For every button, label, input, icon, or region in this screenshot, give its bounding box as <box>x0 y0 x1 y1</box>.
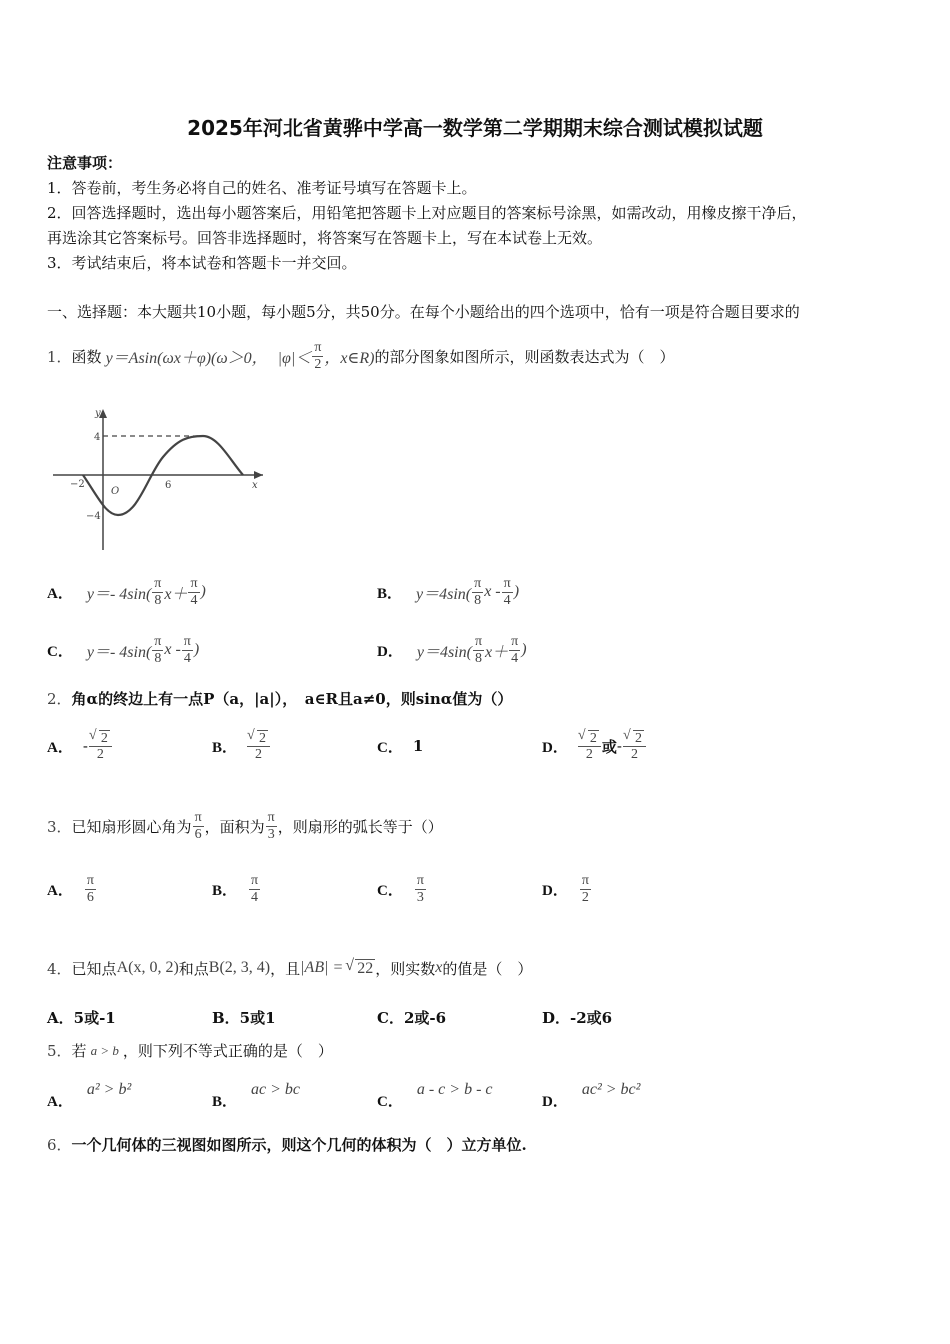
q5-option-b[interactable]: B． ac > bc <box>212 1081 301 1110</box>
q4-option-a[interactable]: A．5或-1 <box>47 1009 116 1027</box>
q2-text: 角α的终边上有一点P（a，|a|）， a∈R且a≠0，则sinα值为（） <box>71 690 513 708</box>
q1-two: 2 <box>314 356 322 372</box>
q2-option-d[interactable]: D． √ $\frac{2}{2}$ 或 - √ $\frac{2}{2}$ <box>542 722 647 770</box>
tick-x-neg2: −2 <box>70 479 85 490</box>
q3-option-d[interactable]: D． $\frac{\pi}{2}$ <box>542 873 589 905</box>
q4-option-b[interactable]: B．5或1 <box>212 1009 276 1027</box>
q1-post: 的部分图象如图所示，则函数表达式为（ ） <box>374 347 675 366</box>
tick-y-neg4: −4 <box>86 511 101 522</box>
question-5: 5． 若 a > b ，则下列不等式正确的是（ ） <box>47 1042 333 1060</box>
question-2 <box>47 688 512 709</box>
question-3: 3． 已知扇形圆心角为 $\frac{\pi}{6}$ ，面积为 $\frac{\pi}{3}$ ，则扇形的弧长等于（） <box>47 810 443 842</box>
question-1 <box>47 336 674 376</box>
page-title: 2025年河北省黄骅中学高一数学第二学期期末综合测试模拟试题 <box>187 116 763 140</box>
question-6: 6．一个几何体的三视图如图所示，则这个几何的体积为（ ）立方单位. <box>47 1136 527 1154</box>
q1-sine-graph <box>48 405 278 555</box>
q2-option-a[interactable]: A． - √ $\frac{2}{2}$ <box>47 722 113 770</box>
q1-option-d[interactable]: D． y＝4sin( $\frac{\pi}{8}$ x＋ $\frac{\pi}{4}$ ) <box>377 634 527 666</box>
q1-cond2: ，x∈R) <box>324 349 375 367</box>
q1-number: 1． <box>47 347 72 366</box>
tick-y-4: 4 <box>94 432 101 443</box>
notice-item-3: 3．考试结束后，将本试卷和答题卡一并交回。 <box>47 254 357 272</box>
q1-option-b[interactable]: B． y＝4sin( $\frac{\pi}{8}$ x - $\frac{\pi}{4}$ ) <box>377 576 520 608</box>
x-axis-label: x <box>252 480 258 491</box>
q1-cond1: |φ|＜ <box>277 349 312 367</box>
section-heading: 一、选择题：本大题共10小题，每小题5分，共50分。在每个小题给出的四个选项中，恰有一项是符合题目要求的 <box>47 303 800 321</box>
q5-option-d[interactable]: D． ac² > bc² <box>542 1081 641 1110</box>
q1-option-a[interactable]: A． y＝- 4sin( $\frac{\pi}{8}$ x＋ $\frac{\pi}{4}$ ) <box>47 576 206 608</box>
y-axis-label: y <box>95 408 101 419</box>
q3-option-c[interactable]: C． $\frac{\pi}{3}$ <box>377 873 424 905</box>
q1-func: y＝Asin(ωx＋φ)(ω＞0， <box>105 349 268 367</box>
question-4: 4． 已知点 A(x, 0, 2) 和点 B(2, 3, 4) ，且 |AB| = √ 22 ，则实数 x 的值是（ ） <box>47 952 532 984</box>
q1-option-c[interactable]: C． y＝- 4sin( $\frac{\pi}{8}$ x - $\frac{\pi}{4}$ ) <box>47 634 200 666</box>
x-axis-arrow <box>254 471 263 479</box>
notice-heading: 注意事项： <box>47 154 123 172</box>
origin-label: O <box>111 486 120 497</box>
q5-option-a[interactable]: A． a² > b² <box>47 1081 132 1110</box>
notice-item-2: 2．回答选择题时，选出每小题答案后，用铅笔把答题卡上对应题目的答案标号涂黑，如需改动，用橡皮擦干净后， <box>47 204 807 222</box>
notice-item-2-cont: 再选涂其它答案标号。回答非选择题时，将答案写在答题卡上，写在本试卷上无效。 <box>47 229 603 247</box>
q2-option-c[interactable]: C． 1 <box>377 737 424 756</box>
q4-option-d[interactable]: D．-2或6 <box>542 1009 613 1027</box>
q1-pre: 函数 <box>71 347 102 366</box>
tick-x-6: 6 <box>165 480 172 491</box>
q2-option-b[interactable]: B． √ $\frac{2}{2}$ <box>212 722 271 770</box>
q4-option-c[interactable]: C．2或-6 <box>377 1009 447 1027</box>
q2-number: 2． <box>47 690 72 708</box>
q3-option-a[interactable]: A． $\frac{\pi}{6}$ <box>47 873 94 905</box>
notice-item-1: 1．答卷前，考生务必将自己的姓名、准考证号填写在答题卡上。 <box>47 179 477 197</box>
q1-pi: π <box>314 340 322 356</box>
q3-option-b[interactable]: B． $\frac{\pi}{4}$ <box>212 873 259 905</box>
q5-option-c[interactable]: C． a - c > b - c <box>377 1081 493 1110</box>
